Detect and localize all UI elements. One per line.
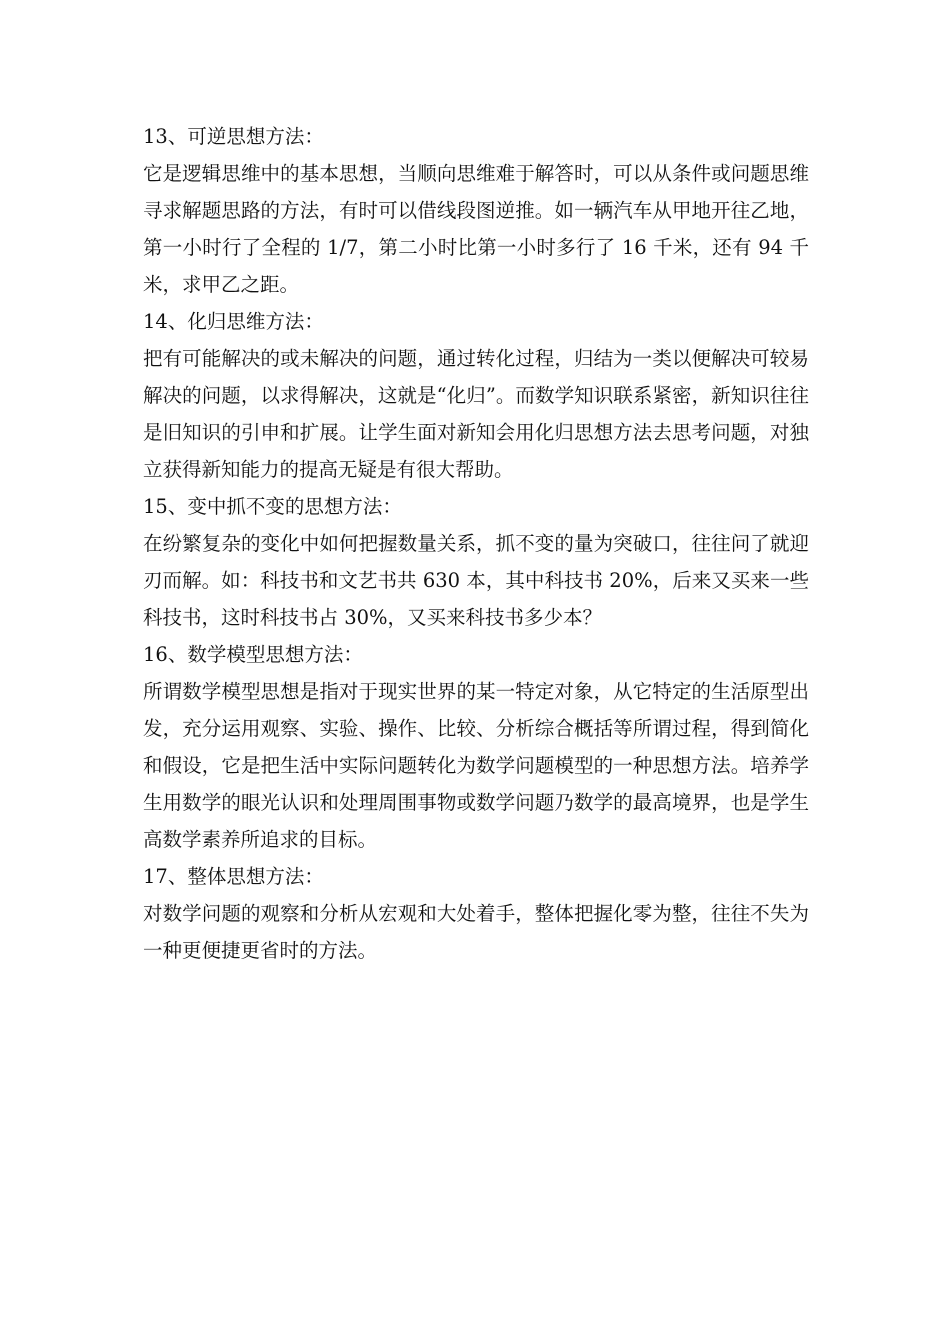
section-heading-17: 17、整体思想方法： [143, 865, 324, 888]
section-body-17: 对数学问题的观察和分析从宏观和大处着手，整体把握化零为整，往往不失为一种更便捷更省时的方法。 [143, 902, 809, 962]
section-body-15: 在纷繁复杂的变化中如何把握数量关系，抓不变的量为突破口，往往问了就迎刃而解。如：科技书和文艺书共 630 本，其中科技书 20%，后来又买来一些科技书，这时科技书占 30%，又买来科技书多少本？ [143, 532, 809, 629]
section-body-16: 所谓数学模型思想是指对于现实世界的某一特定对象，从它特定的生活原型出发，充分运用观察、实验、操作、比较、分析综合概括等所谓过程，得到简化和假设，它是把生活中实际问题转化为数学问题模型的一种思想方法。培养学生用数学的眼光认识和处理周围事物或数学问题乃数学的最高境界，也是学生高数学素养所追求的目标。 [143, 680, 809, 851]
section-heading-13: 13、可逆思想方法： [143, 125, 324, 148]
section-heading-16: 16、数学模型思想方法： [143, 643, 363, 666]
section-heading-15: 15、变中抓不变的思想方法： [143, 495, 402, 518]
section-body-13: 它是逻辑思维中的基本思想，当顺向思维难于解答时，可以从条件或问题思维寻求解题思路的方法，有时可以借线段图逆推。如一辆汽车从甲地开往乙地，第一小时行了全程的 1/7，第二小时比第一小时多行了 16 千米，还有 94 千米，求甲乙之距。 [143, 162, 809, 296]
section-body-14: 把有可能解决的或未解决的问题，通过转化过程，归结为一类以便解决可较易解决的问题，以求得解决，这就是“化归”。而数学知识联系紧密，新知识往往是旧知识的引申和扩展。让学生面对新知会用化归思想方法去思考问题，对独立获得新知能力的提高无疑是有很大帮助。 [143, 347, 809, 481]
document-body [143, 118, 809, 969]
section-heading-14: 14、化归思维方法： [143, 310, 324, 333]
